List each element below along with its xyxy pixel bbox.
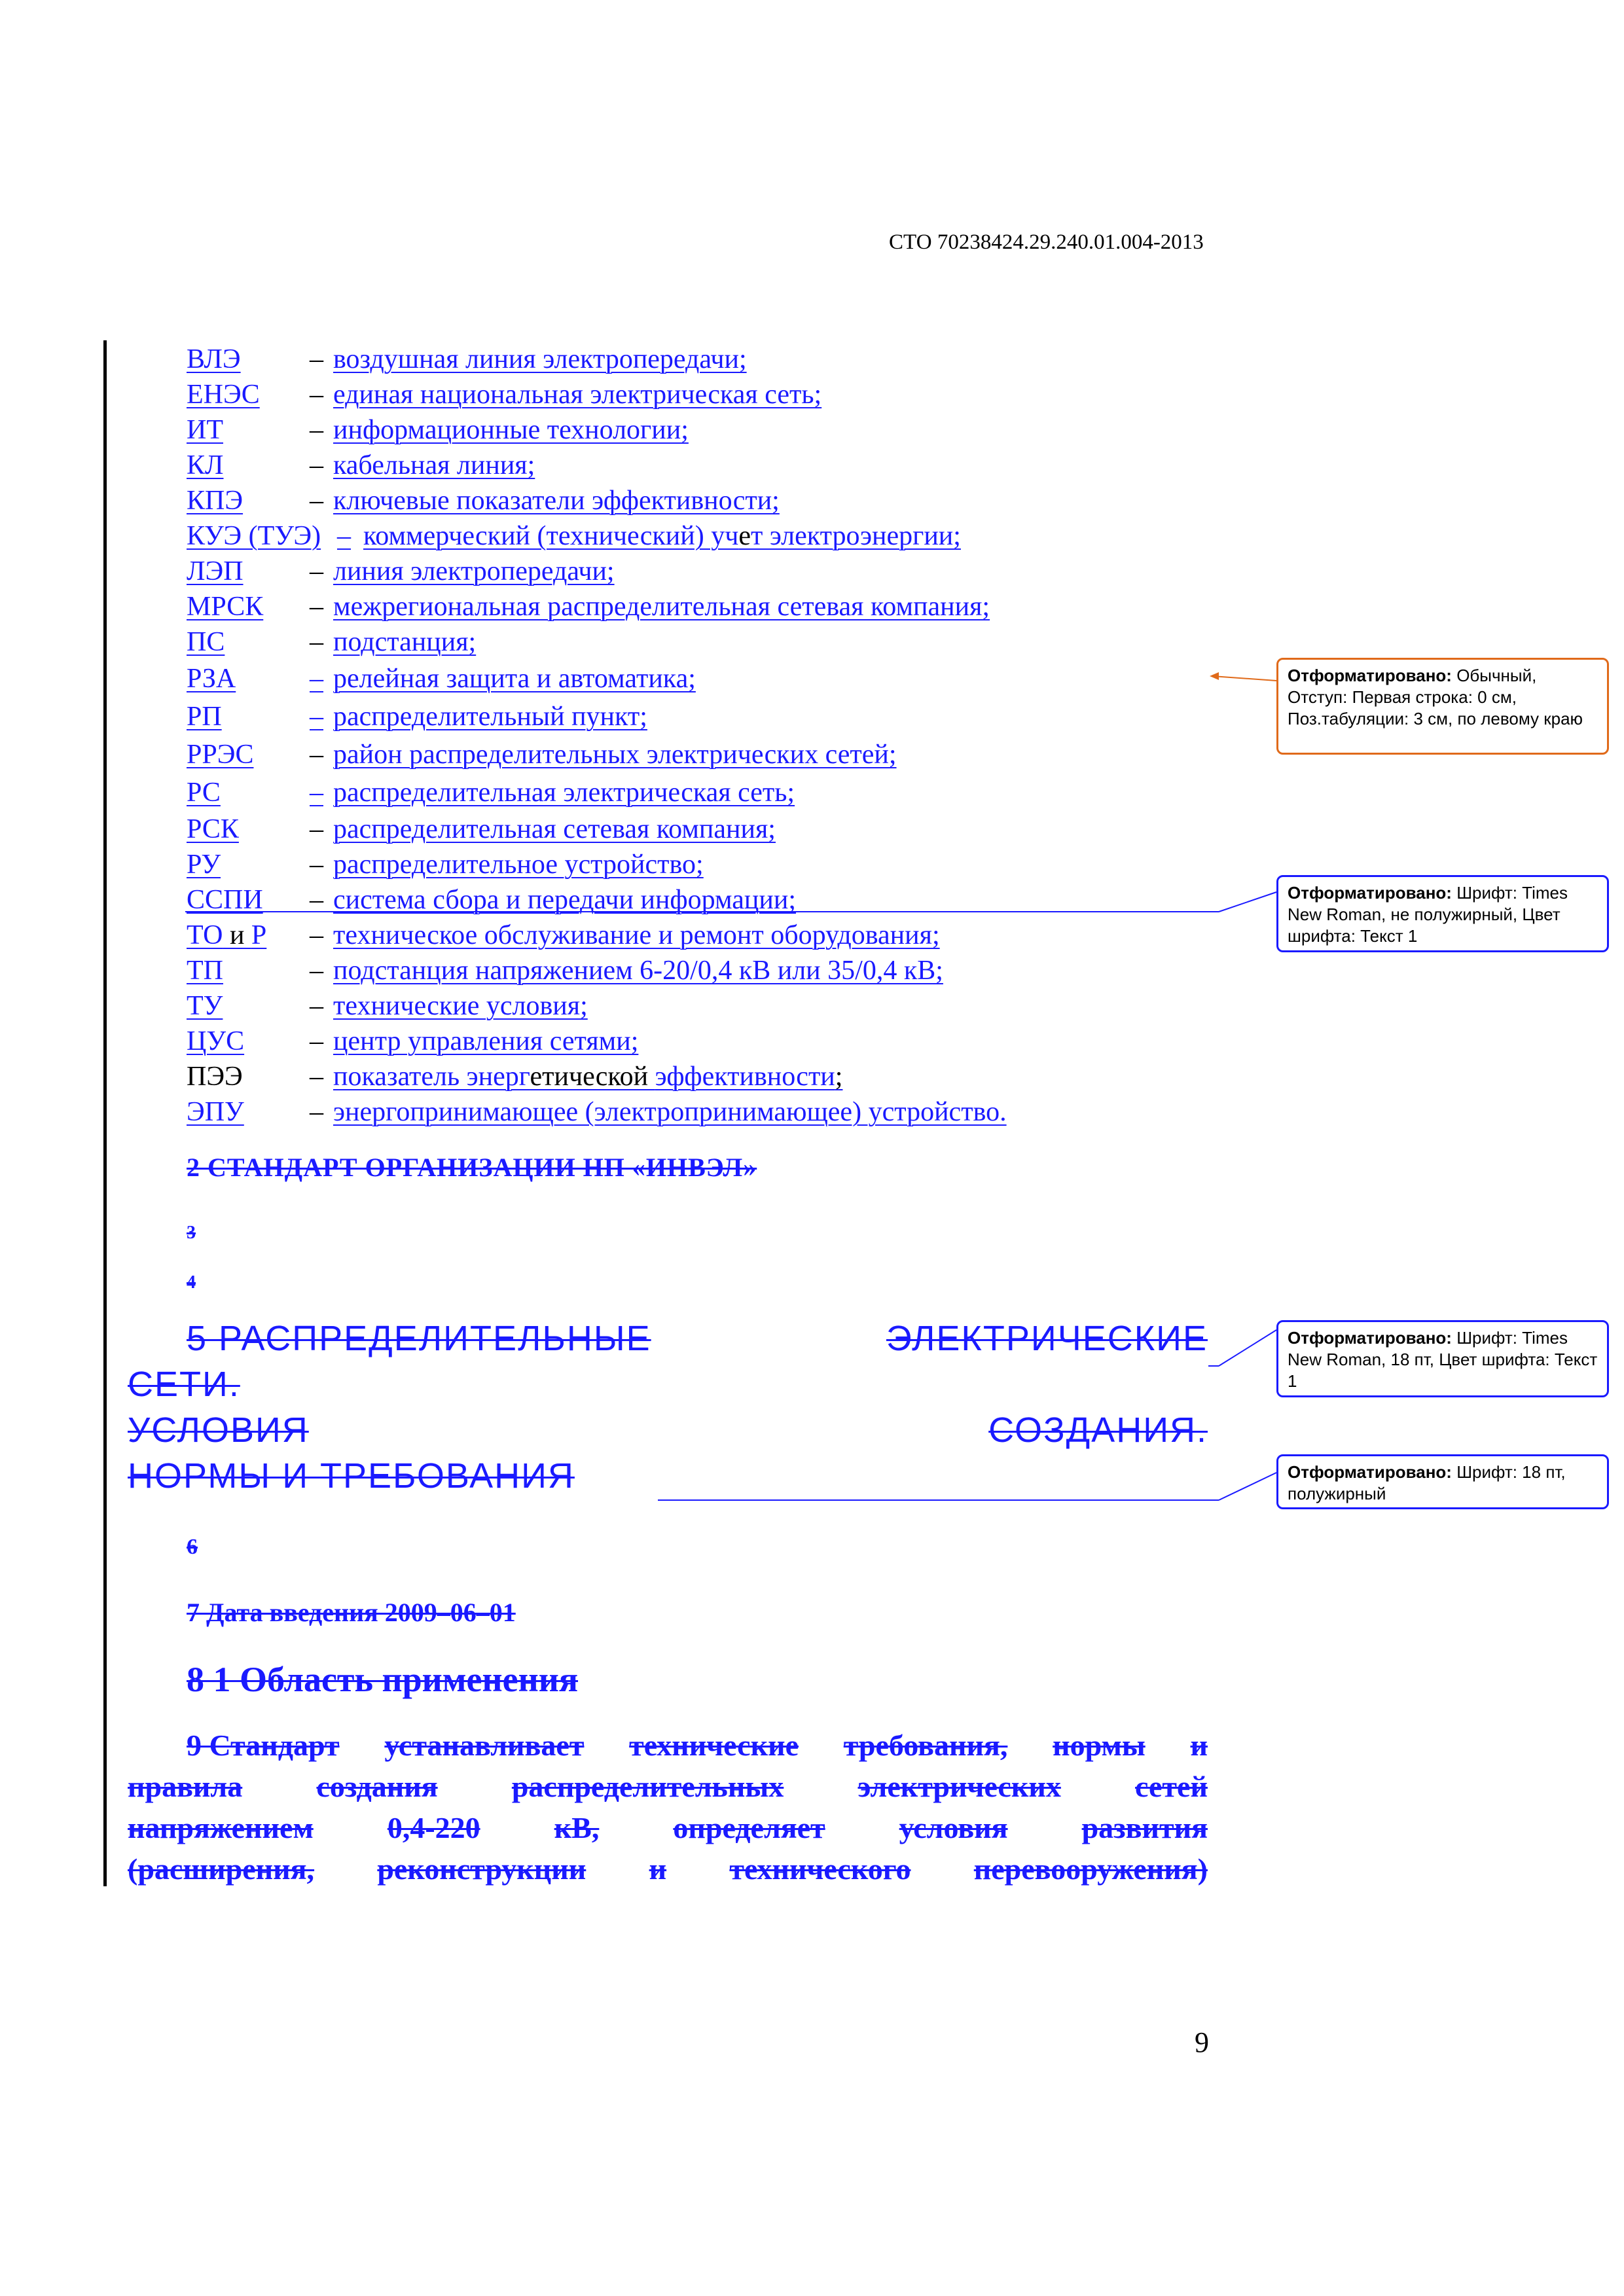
abbr-dash: – xyxy=(310,920,323,950)
abbr-term: ЦУС xyxy=(187,1026,245,1056)
deleted-heading-5: 5 РАСПРЕДЕЛИТЕЛЬНЫЕ ЭЛЕКТРИЧЕСКИЕ СЕТИ. УСЛОВИЯ СОЗДАНИЯ. НОРМЫ И ТРЕБОВАНИЯ xyxy=(128,1319,1208,1496)
abbr-dash: – xyxy=(310,380,323,410)
abbr-definition: распределительное устройство; xyxy=(333,850,704,880)
comment-3-connector xyxy=(1219,1330,1276,1366)
abbr-term: ЛЭП xyxy=(187,556,244,586)
abbr-definition: подстанция; xyxy=(333,627,477,657)
deleted-section-8: 8 1 Область применения xyxy=(187,1660,579,1699)
comment-1-connector xyxy=(1212,676,1276,681)
abbr-definition: показатель энергетической эффективности; xyxy=(333,1062,843,1092)
deleted-section-6: 6 xyxy=(187,1535,198,1559)
abbr-definition: воздушная линия электропередачи; xyxy=(333,344,747,374)
abbr-definition: релейная защита и автоматика; xyxy=(333,664,696,694)
abbr-dash: – xyxy=(310,1026,323,1056)
abbr-term: РРЭС xyxy=(187,740,254,770)
abbr-dash: – xyxy=(337,521,351,551)
abbr-definition: распределительная электрическая сеть; xyxy=(333,778,795,808)
abbr-definition: ключевые показатели эффективности; xyxy=(333,486,780,516)
abbr-term: ВЛЭ xyxy=(187,344,241,374)
abbr-definition: единая национальная электрическая сеть; xyxy=(333,380,822,410)
abbr-definition: информационные технологии; xyxy=(333,415,689,445)
abbr-term: КПЭ xyxy=(187,486,244,516)
abbr-dash: – xyxy=(310,702,323,732)
abbr-dash: – xyxy=(310,814,323,844)
abbr-term: РСК xyxy=(187,814,239,844)
abbr-dash: – xyxy=(310,850,323,880)
abbr-dash: – xyxy=(310,627,323,657)
abbr-dash: – xyxy=(310,556,323,586)
abbr-term: ПЭЭ xyxy=(187,1062,243,1092)
abbr-definition: энергопринимающее (электропринимающее) устройство. xyxy=(333,1097,1007,1127)
abbr-term: ИТ xyxy=(187,415,223,445)
abbr-term: РЗА xyxy=(187,664,236,694)
abbr-term: ССПИ xyxy=(187,885,263,915)
page-number: 9 xyxy=(1195,2026,1209,2058)
abbr-definition: распределительный пункт; xyxy=(333,702,647,732)
abbr-term: ТО и Р xyxy=(187,920,267,950)
abbr-dash: – xyxy=(310,956,323,986)
abbr-definition: техническое обслуживание и ремонт оборудования; xyxy=(333,920,940,950)
abbr-definition: распределительная сетевая компания; xyxy=(333,814,776,844)
abbr-term: РС xyxy=(187,778,221,808)
abbr-term: РП xyxy=(187,702,222,732)
deleted-section-4: 4 xyxy=(187,1272,196,1293)
abbr-term: ЕНЭС xyxy=(187,380,260,410)
abbr-term: ТП xyxy=(187,956,223,986)
abbr-dash: – xyxy=(310,778,323,808)
abbr-term: ЭПУ xyxy=(187,1097,244,1127)
comment-4-connector xyxy=(1219,1473,1276,1500)
abbr-term: МРСК xyxy=(187,592,264,622)
abbr-term: ТУ xyxy=(187,991,223,1021)
abbr-dash: – xyxy=(310,450,323,480)
deleted-section-2: 2 СТАНДАРТ ОРГАНИЗАЦИИ НП «ИНВЭЛ» xyxy=(187,1153,757,1182)
abbr-definition: центр управления сетями; xyxy=(333,1026,639,1056)
document-code-header: СТО 70238424.29.240.01.004-2013 xyxy=(889,230,1204,254)
abbr-dash: – xyxy=(310,885,323,915)
abbr-dash: – xyxy=(310,740,323,770)
abbr-term: КЛ xyxy=(187,450,224,480)
abbr-definition: кабельная линия; xyxy=(333,450,535,480)
abbr-dash: – xyxy=(310,664,323,694)
abbr-dash: – xyxy=(310,486,323,516)
abbr-dash: – xyxy=(310,415,323,445)
abbr-dash: – xyxy=(310,1097,323,1127)
abbr-term: РУ xyxy=(187,850,221,880)
format-comment-3[interactable]: Отформатировано: Шрифт: Times New Roman, 18 пт, Цвет шрифта: Текст 1 xyxy=(1276,1320,1609,1397)
abbr-definition: линия электропередачи; xyxy=(333,556,615,586)
comment-1-arrowhead xyxy=(1210,672,1219,680)
abbr-definition: технические условия; xyxy=(333,991,588,1021)
abbr-dash: – xyxy=(310,344,323,374)
abbr-definition: район распределительных электрических сетей; xyxy=(333,740,897,770)
deleted-section-3: 3 xyxy=(187,1223,196,1243)
abbr-dash: – xyxy=(310,991,323,1021)
abbr-dash: – xyxy=(310,592,323,622)
format-comment-4[interactable]: Отформатировано: Шрифт: 18 пт, полужирный xyxy=(1276,1454,1609,1509)
abbr-definition: система сбора и передачи информации; xyxy=(333,885,797,915)
abbr-definition: подстанция напряжением 6-20/0,4 кВ или 35/0,4 кВ; xyxy=(333,956,943,986)
comment-2-connector xyxy=(1219,892,1276,912)
abbr-term: ПС xyxy=(187,627,225,657)
deleted-paragraph-9: 9 Стандарт устанавливает технические требования, нормы и правила создания распределительных электрических сетей напряжением 0,4-220 кВ, определяет условия развития (расширения, реконструкции и технического перевооружения) xyxy=(128,1729,1208,1886)
deleted-section-7: 7 Дата введения 2009–06–01 xyxy=(187,1598,516,1627)
format-comment-2[interactable]: Отформатировано: Шрифт: Times New Roman, не полужирный, Цвет шрифта: Текст 1 xyxy=(1276,875,1609,952)
abbr-term: КУЭ (ТУЭ) xyxy=(187,521,321,551)
format-comment-1[interactable]: Отформатировано: Обычный, Отступ: Первая строка: 0 см, Поз.табуляции: 3 см, по левому краю xyxy=(1276,658,1609,755)
abbr-definition: межрегиональная распределительная сетевая компания; xyxy=(333,592,990,622)
abbr-definition: коммерческий (технический) учет электроэнергии; xyxy=(363,521,961,551)
abbr-dash: – xyxy=(310,1062,323,1092)
